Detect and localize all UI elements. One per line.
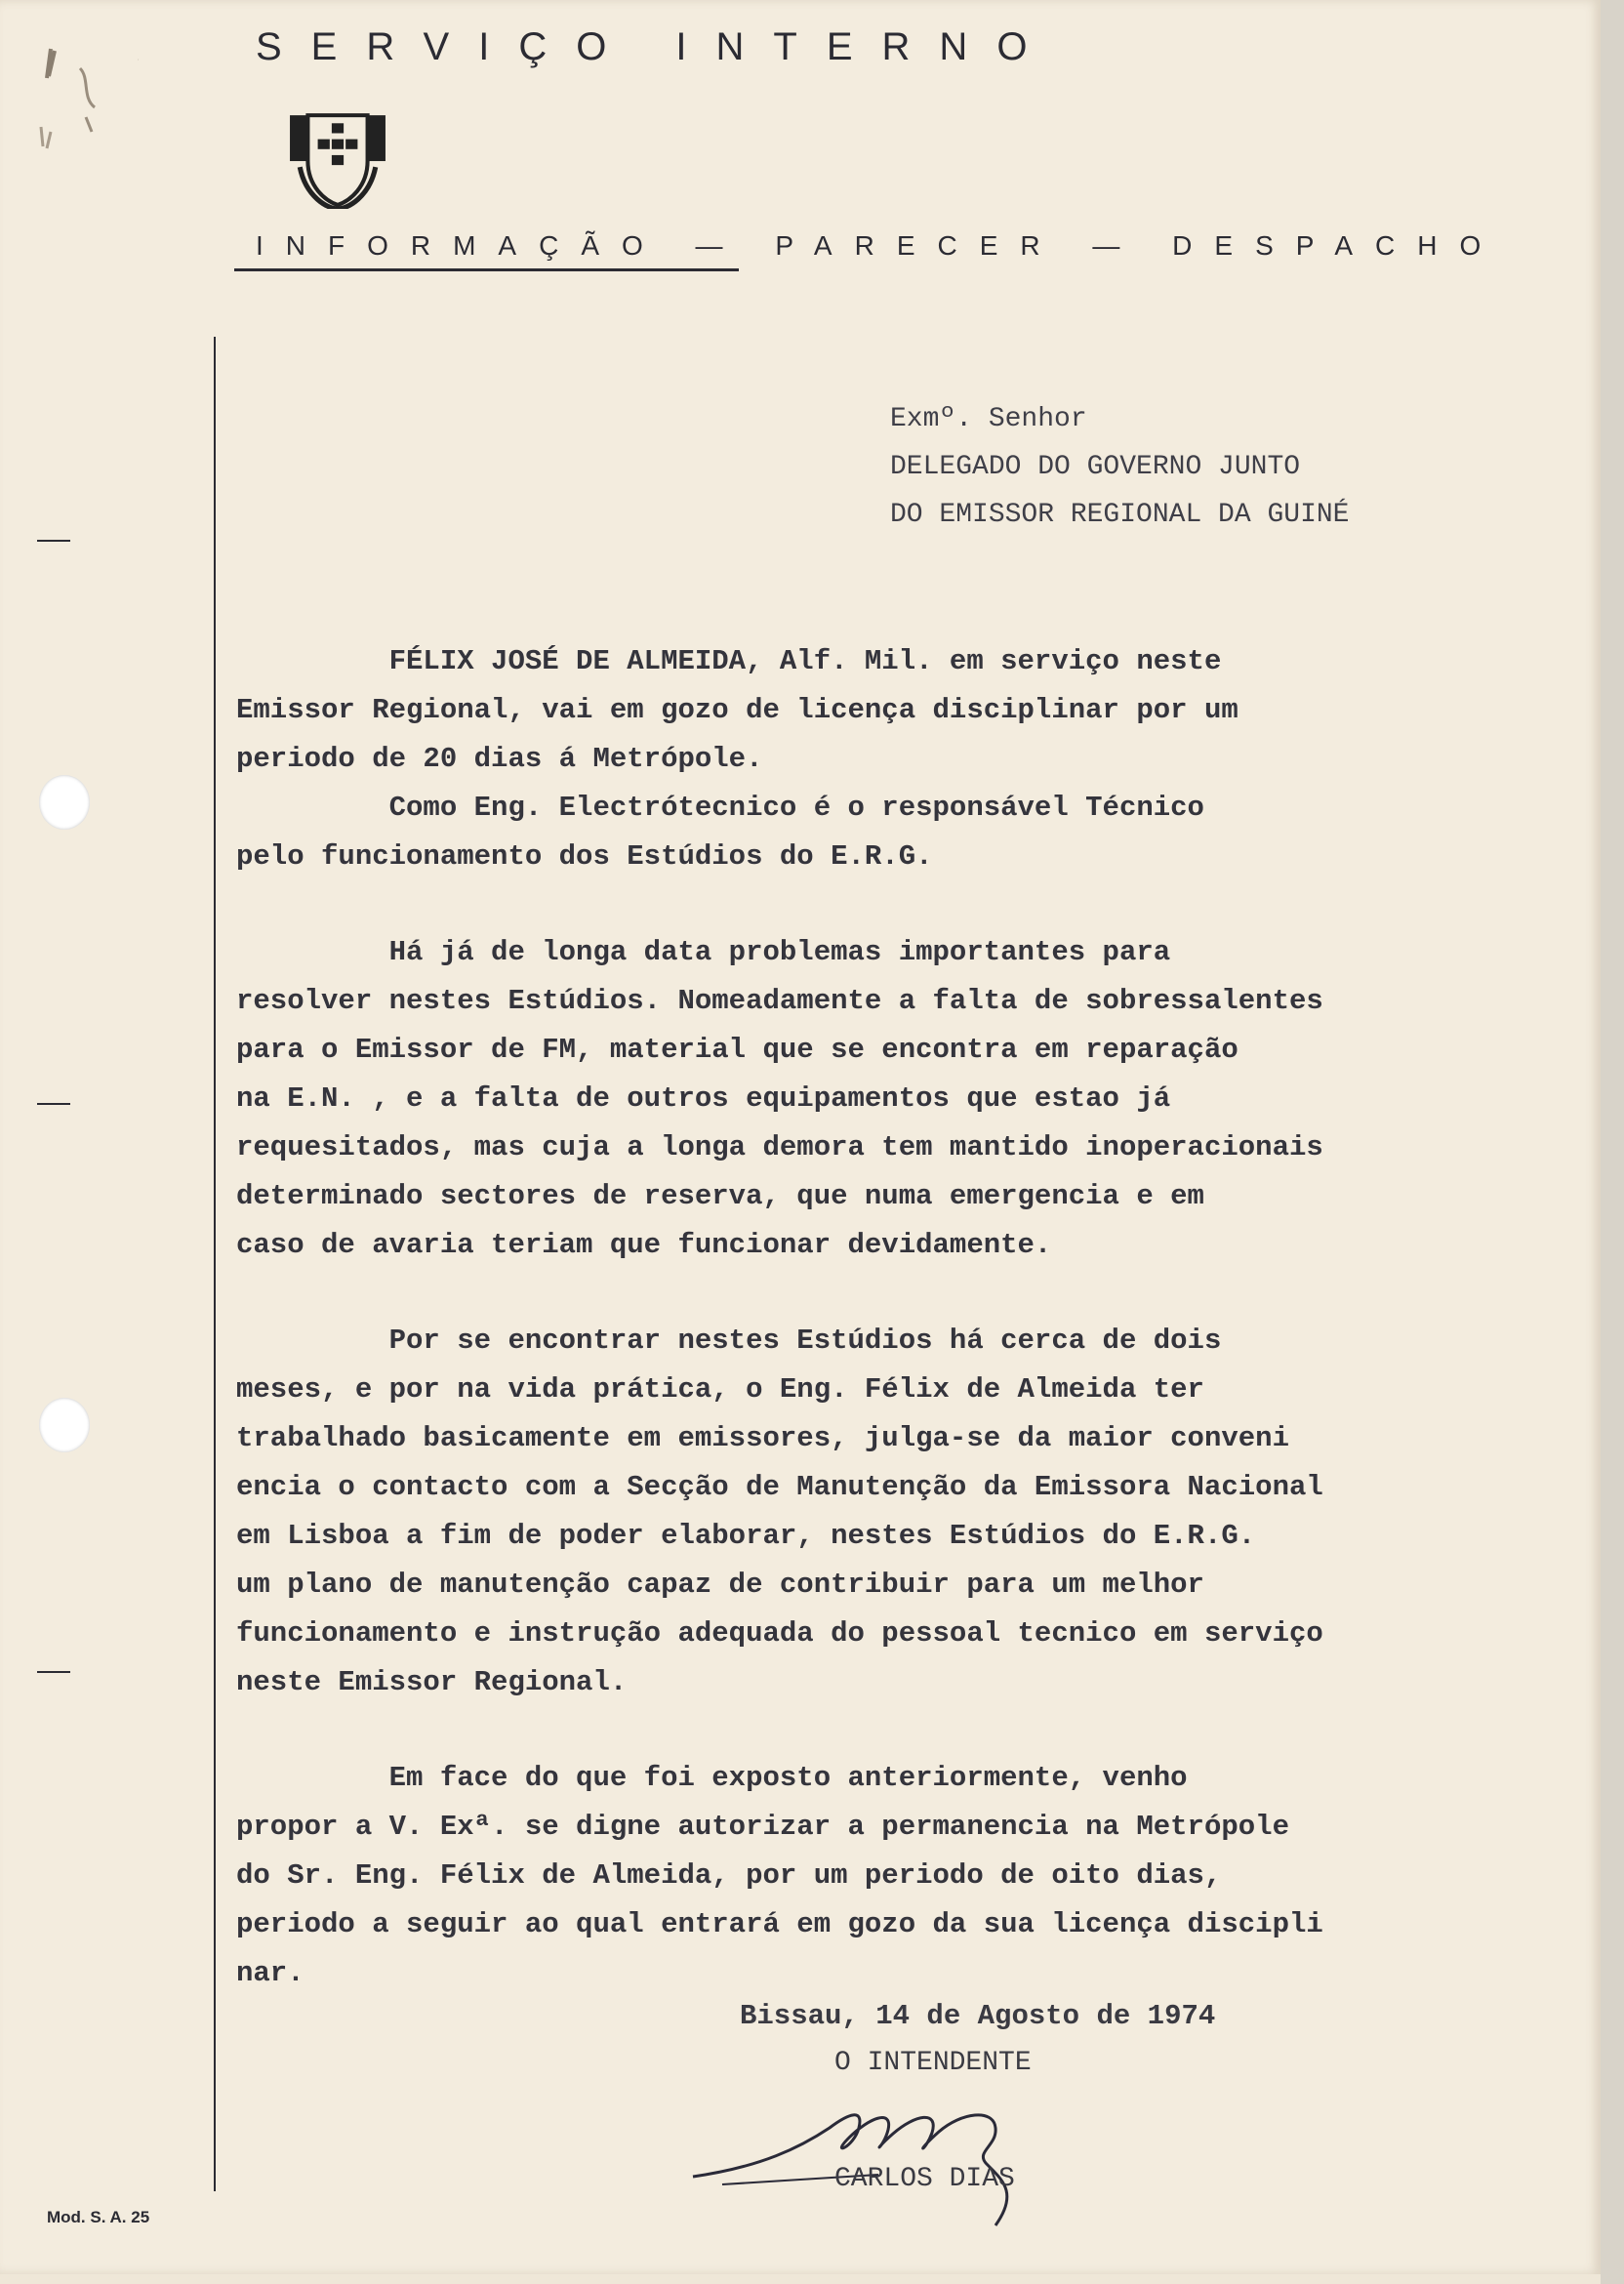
addressee-line: DELEGADO DO GOVERNO JUNTO (890, 452, 1301, 482)
text-line: funcionamento e instrução adequada do pessoal tecnico em serviço (236, 1617, 1323, 1650)
text-line: Como Eng. Electrótecnico é o responsável Técnico (236, 792, 1204, 824)
text-line: neste Emissor Regional. (236, 1666, 628, 1698)
text-line: Emissor Regional, vai em gozo de licença disciplinar por um (236, 694, 1238, 726)
fold-mark (37, 540, 70, 542)
signatory-role: O INTENDENTE (834, 2048, 1032, 2078)
text-line: trabalhado basicamente em emissores, julga-se da maior conveni (236, 1422, 1289, 1454)
coat-of-arms-icon (288, 109, 387, 209)
text-line: caso de avaria teriam que funcionar devidamente. (236, 1229, 1052, 1261)
text-line: do Sr. Eng. Félix de Almeida, por um periodo de oito dias, (236, 1859, 1222, 1892)
text-line: periodo de 20 dias á Metrópole. (236, 743, 763, 775)
paragraph (236, 637, 1505, 881)
text-line: em Lisboa a fim de poder elaborar, nestes Estúdios do E.R.G. (236, 1520, 1256, 1552)
text-line: pelo funcionamento dos Estúdios do E.R.G. (236, 840, 933, 873)
fold-mark (37, 1671, 70, 1673)
fold-mark (37, 1103, 70, 1105)
text-line: na E.N. , e a falta de outros equipamentos que estao já (236, 1082, 1171, 1115)
paragraph (236, 1317, 1505, 1707)
margin-rule (214, 337, 216, 2191)
form-code: Mod. S. A. 25 (47, 2208, 150, 2226)
text-line: Em face do que foi exposto anteriormente, venho (236, 1762, 1188, 1794)
letter-body (236, 637, 1505, 1998)
text-line: determinado sectores de reserva, que numa emergencia e em (236, 1180, 1204, 1212)
handwritten-signature-icon (683, 2069, 1171, 2235)
place-date: Bissau, 14 de Agosto de 1974 (740, 2000, 1216, 2032)
text-line: meses, e por na vida prática, o Eng. Félix de Almeida ter (236, 1373, 1204, 1406)
pencil-marks-icon (21, 39, 139, 185)
text-line: requesitados, mas cuja a longa demora tem mantido inoperacionais (236, 1131, 1323, 1163)
addressee-line: Exmº. Senhor (890, 404, 1087, 434)
header-subtitle: INFORMAÇÃO — PARECER — DESPACHO (256, 230, 1504, 261)
text-line: FÉLIX JOSÉ DE ALMEIDA, Alf. Mil. em serviço neste (236, 645, 1222, 677)
scan-edge (1601, 0, 1624, 2284)
addressee-line: DO EMISSOR REGIONAL DA GUINÉ (890, 500, 1350, 530)
punch-hole (39, 1398, 90, 1452)
header-underline (234, 268, 739, 271)
text-line: resolver nestes Estúdios. Nomeadamente a falta de sobressalentes (236, 985, 1323, 1017)
paragraph (236, 1754, 1505, 1998)
text-line: um plano de manutenção capaz de contribuir para um melhor (236, 1569, 1204, 1601)
text-line: propor a V. Exª. se digne autorizar a permanencia na Metrópole (236, 1811, 1289, 1843)
text-line: encia o contacto com a Secção de Manutenção da Emissora Nacional (236, 1471, 1323, 1503)
text-line: para o Emissor de FM, material que se encontra em reparação (236, 1034, 1238, 1066)
text-line: Há já de longa data problemas importantes para (236, 936, 1171, 968)
text-line: Por se encontrar nestes Estúdios há cerca de dois (236, 1325, 1222, 1357)
text-line: periodo a seguir ao qual entrará em gozo da sua licença discipli (236, 1908, 1323, 1940)
signatory-name: CARLOS DIAS (834, 2164, 1015, 2194)
addressee-block (890, 395, 1349, 539)
paragraph (236, 928, 1505, 1270)
header-title: SERVIÇO INTERNO (256, 25, 1057, 68)
punch-hole (39, 775, 90, 830)
text-line: nar. (236, 1957, 304, 1989)
